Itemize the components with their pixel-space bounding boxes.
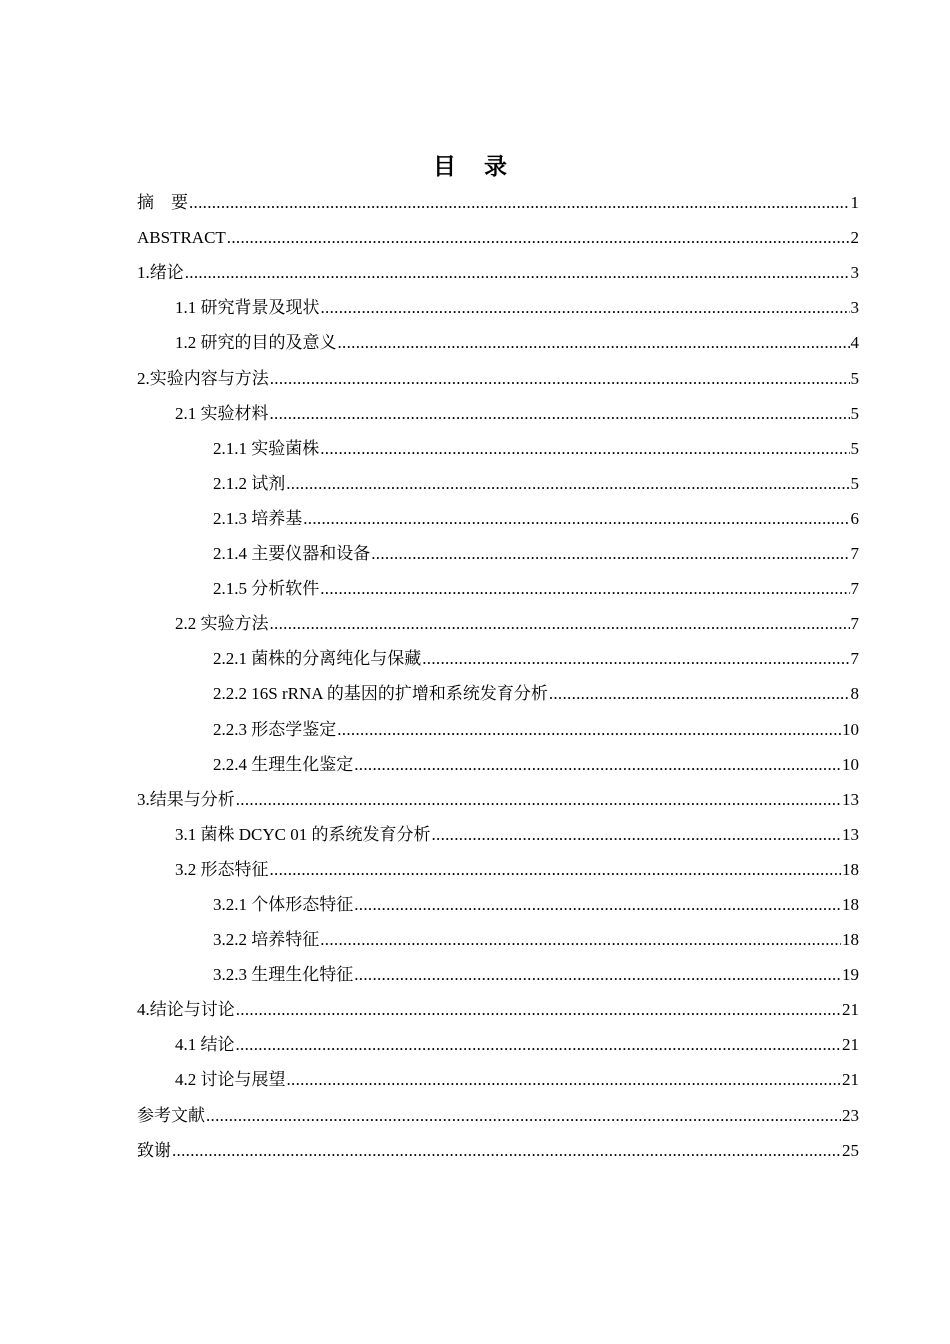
toc-entry[interactable] [137, 185, 859, 220]
toc-entry-label: 2.1.2 试剂 [213, 473, 286, 493]
dot-leader [337, 712, 841, 747]
dot-leader [185, 255, 850, 290]
toc-entry-page: 19 [842, 965, 859, 985]
toc-entry-page: 7 [850, 579, 859, 599]
toc-entry[interactable] [137, 641, 859, 676]
toc-entry-page: 23 [842, 1105, 859, 1125]
toc-entry[interactable] [137, 782, 859, 817]
toc-entry-label: 2.2.4 生理生化鉴定 [213, 754, 354, 774]
toc-entry[interactable] [137, 887, 859, 922]
toc-entry-page: 6 [850, 508, 859, 528]
toc-entry-label: 2.1.5 分析软件 [213, 579, 320, 599]
dot-leader [422, 641, 849, 676]
dot-leader [354, 957, 841, 992]
dot-leader [321, 290, 850, 325]
toc-entry-page: 18 [842, 930, 859, 950]
toc-entry[interactable] [137, 1062, 859, 1097]
dot-leader [431, 817, 841, 852]
dot-leader [549, 676, 850, 711]
toc-entry[interactable] [137, 711, 859, 746]
toc-entry[interactable] [137, 676, 859, 711]
toc-entry-page: 5 [850, 403, 859, 423]
dot-leader [189, 185, 850, 220]
dot-leader [320, 431, 849, 466]
toc-entry-label: 4.1 结论 [175, 1035, 235, 1055]
dot-leader [320, 571, 849, 606]
dot-leader [270, 396, 850, 431]
toc-entry-label: 2.1.3 培养基 [213, 508, 303, 528]
toc-entry[interactable] [137, 220, 859, 255]
toc-entry[interactable] [137, 360, 859, 395]
toc-entry-page: 5 [850, 473, 859, 493]
dot-leader [303, 501, 849, 536]
dot-leader [206, 1098, 841, 1133]
toc-entry[interactable] [137, 606, 859, 641]
dot-leader [354, 887, 841, 922]
toc-entry-label: 2.1 实验材料 [175, 403, 269, 423]
toc-entry-page: 10 [842, 754, 859, 774]
toc-entry-label: 2.实验内容与方法 [137, 368, 269, 388]
toc-entry-page: 18 [842, 859, 859, 879]
dot-leader [286, 466, 849, 501]
toc-entry[interactable] [137, 396, 859, 431]
toc-entry-page: 1 [850, 193, 859, 213]
dot-leader [287, 1062, 842, 1097]
toc-entry[interactable] [137, 992, 859, 1027]
toc-entry-label: 3.2.2 培养特征 [213, 930, 320, 950]
toc-entry-page: 25 [842, 1140, 859, 1160]
toc-entry-label: 4.结论与讨论 [137, 1000, 235, 1020]
toc-entry[interactable] [137, 290, 859, 325]
toc-entry[interactable] [137, 325, 859, 360]
toc-entry[interactable] [137, 747, 859, 782]
toc-entry[interactable] [137, 1097, 859, 1132]
dot-leader [338, 325, 850, 360]
toc-entry-page: 18 [842, 894, 859, 914]
dot-leader [227, 220, 850, 255]
toc-entry-label: 1.2 研究的目的及意义 [175, 333, 337, 353]
toc-entry-page: 5 [850, 368, 859, 388]
toc-entry-label: 3.1 菌株 DCYC 01 的系统发育分析 [175, 824, 431, 844]
dot-leader [236, 782, 841, 817]
dot-leader [236, 1027, 842, 1062]
toc-entry-page: 21 [842, 1000, 859, 1020]
toc-entry[interactable] [137, 957, 859, 992]
toc-entry-label: ABSTRACT [137, 228, 226, 248]
toc-entry-label: 3.结果与分析 [137, 789, 235, 809]
toc-entry-page: 2 [850, 228, 859, 248]
dot-leader [172, 1133, 841, 1168]
toc-entry-label: 2.2.1 菌株的分离纯化与保藏 [213, 649, 422, 669]
dot-leader [236, 992, 841, 1027]
toc-entry-page: 21 [842, 1070, 859, 1090]
toc-entry-label: 致谢 [137, 1140, 171, 1160]
toc-entry-page: 13 [842, 824, 859, 844]
toc-entry-page: 7 [850, 544, 859, 564]
toc-entry-page: 13 [842, 789, 859, 809]
dot-leader [270, 606, 850, 641]
toc-entry[interactable] [137, 501, 859, 536]
toc-entry[interactable] [137, 852, 859, 887]
toc-entry-label: 3.2.3 生理生化特征 [213, 965, 354, 985]
toc-entry[interactable] [137, 466, 859, 501]
toc-entry-label: 摘 要 [137, 193, 188, 213]
table-of-contents [137, 185, 859, 1168]
toc-entry[interactable] [137, 1027, 859, 1062]
dot-leader [320, 922, 841, 957]
toc-entry-label: 2.1.1 实验菌株 [213, 438, 320, 458]
toc-entry-label: 2.2 实验方法 [175, 614, 269, 634]
dot-leader [270, 361, 850, 396]
toc-entry-page: 5 [850, 438, 859, 458]
toc-entry[interactable] [137, 571, 859, 606]
toc-entry[interactable] [137, 255, 859, 290]
toc-entry-page: 3 [850, 263, 859, 283]
toc-entry-label: 3.2 形态特征 [175, 859, 269, 879]
toc-entry[interactable] [137, 1133, 859, 1168]
toc-entry-label: 4.2 讨论与展望 [175, 1070, 286, 1090]
toc-entry-page: 7 [850, 614, 859, 634]
dot-leader [270, 852, 842, 887]
toc-entry-label: 2.2.3 形态学鉴定 [213, 719, 337, 739]
toc-entry-page: 8 [850, 684, 859, 704]
toc-entry-page: 21 [842, 1035, 859, 1055]
toc-entry[interactable] [137, 536, 859, 571]
toc-entry-page: 10 [842, 719, 859, 739]
toc-entry-page: 7 [850, 649, 859, 669]
dot-leader [371, 536, 849, 571]
toc-entry[interactable] [137, 431, 859, 466]
toc-entry-page: 4 [850, 333, 859, 353]
dot-leader [354, 747, 841, 782]
toc-entry-label: 1.1 研究背景及现状 [175, 298, 320, 318]
toc-entry-label: 2.1.4 主要仪器和设备 [213, 544, 371, 564]
toc-entry-label: 参考文献 [137, 1105, 205, 1125]
toc-entry-label: 3.2.1 个体形态特征 [213, 894, 354, 914]
page-title: 目 录 [432, 154, 517, 180]
toc-entry[interactable] [137, 922, 859, 957]
toc-entry-label: 1.绪论 [137, 263, 184, 283]
toc-entry-page: 3 [850, 298, 859, 318]
toc-entry[interactable] [137, 817, 859, 852]
toc-entry-label: 2.2.2 16S rRNA 的基因的扩增和系统发育分析 [213, 684, 548, 704]
